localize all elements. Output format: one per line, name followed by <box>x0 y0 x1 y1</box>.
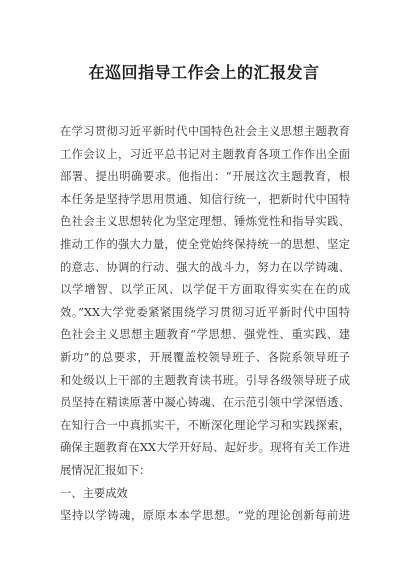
body-line: 展情况汇报如下： <box>60 463 151 477</box>
body-line: 工作会议上，习近平总书记对主题教育各项工作作出全面 <box>60 147 350 161</box>
body-line: 推动工作的强大力量，使全党始终保持统一的思想、坚定 <box>60 237 350 251</box>
body-line: 在学习贯彻习近平新时代中国特色社会主义思想主题教育 <box>60 125 350 138</box>
body-line: 的意志、协调的行动、强大的战斗力，努力在以学铸魂、 <box>60 260 350 274</box>
body-line: 以学增智、以学正风、以学促干方面取得实实在在的成 <box>60 283 350 297</box>
body-line: 色社会主义思想转化为坚定理想、锤炼党性和指导实践、 <box>60 215 350 229</box>
document-body <box>60 121 350 528</box>
body-line: 本任务是坚持学思用贯通、知信行统一，把新时代中国特 <box>60 192 350 206</box>
body-line: 确保主题教育在XX大学开好局、起好步。现将有关工作进 <box>60 441 350 455</box>
body-line: 效。”XX大学党委紧紧围绕学习贯彻习近平新时代中国特 <box>60 305 350 319</box>
body-line: 坚持以学铸魂，原原本本学思想。“党的理论创新每前进 <box>60 509 350 523</box>
body-line: 色社会主义思想主题教育“学思想、强党性、重实践、建 <box>60 328 350 342</box>
document-title: 在巡回指导工作会上的汇报发言 <box>88 63 320 82</box>
body-line: 在知行合一中真抓实干，不断深化理论学习和实践探索， <box>60 418 350 432</box>
section-heading: 一、主要成效 <box>60 486 128 500</box>
body-line: 新功”的总要求，开展覆盖校领导班子、各院系领导班子 <box>60 350 350 364</box>
body-line: 员坚持在精读原著中凝心铸魂、在示范引领中学深悟透、 <box>60 396 350 410</box>
body-line: 部署、提出明确要求。他指出：“开展这次主题教育，根 <box>60 170 350 184</box>
body-line: 和处级以上干部的主题教育读书班。引导各级领导班子成 <box>60 373 350 387</box>
